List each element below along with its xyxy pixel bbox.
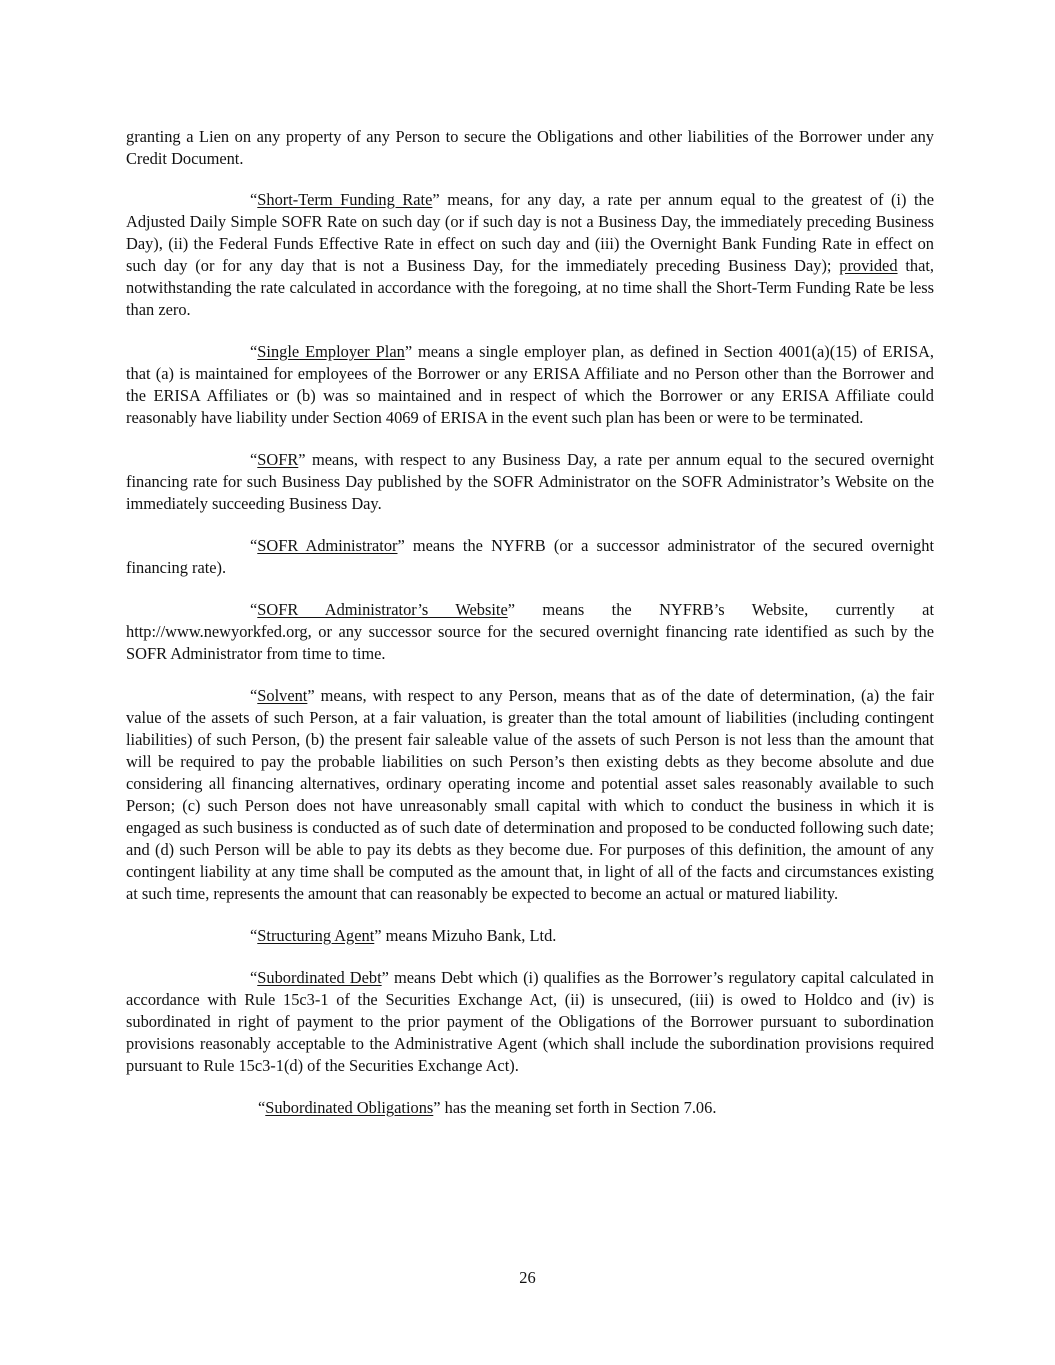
defined-term: Short-Term Funding Rate <box>257 190 433 209</box>
definition-text: ” means a single employer plan, as defined in Section 4001(a)(15) of ERISA, that (a) is maintained for employees of the Borrower or any ERISA Affiliate and no Person other than the Borrower and the ERISA Affiliates or (b) was so maintained and in respect of which the Borrower or any ERISA Affiliate could reasonably have liability under Section 4069 of ERISA in the event such plan has been or were to be terminated. <box>126 342 935 427</box>
definition-sofr-administrator <box>126 535 934 579</box>
definition-text: that, notwithstanding the rate calculated in accordance with the foregoing, at no time shall the Short-Term Funding Rate be less than zero. <box>126 256 935 319</box>
document-body <box>126 126 934 1139</box>
open-quote: “ <box>250 190 258 209</box>
definition-text: ” has the meaning set forth in Section 7.06. <box>433 1098 717 1117</box>
page-number: 26 <box>519 1268 536 1287</box>
definition-subordinated-obligations <box>126 1097 934 1119</box>
definition-text: ” means the NYFRB’s Website, currently at http://www.newyorkfed.org, or any successor source for the secured overnight financing rate identified as such by the SOFR Administrator from time to time. <box>126 600 934 663</box>
paragraph-continued <box>126 126 934 170</box>
definition-structuring-agent <box>126 925 934 947</box>
definition-short-term-funding-rate <box>126 189 934 321</box>
open-quote: “ <box>250 926 258 945</box>
open-quote: “ <box>250 536 258 555</box>
defined-term: SOFR Administrator’s Website <box>257 600 508 619</box>
open-quote: “ <box>250 342 258 361</box>
defined-term: Structuring Agent <box>257 926 375 945</box>
definition-single-employer-plan <box>126 341 934 429</box>
open-quote: “ <box>250 968 258 987</box>
definition-sofr-administrators-website <box>126 599 934 665</box>
defined-term: SOFR Administrator <box>257 536 398 555</box>
defined-term: Subordinated Obligations <box>265 1098 434 1117</box>
definition-text: ” means, for any day, a rate per annum equal to the greatest of (i) the Adjusted Daily Simple SOFR Rate on such day (or if such day is not a Business Day, the immediately preceding Business Day), (ii) the Federal Funds Effective Rate in effect on such day and (iii) the Overnight Bank Funding Rate in effect on such day (or for any day that is not a Business Day, for the immediately preceding Business Day); <box>126 190 934 275</box>
definition-sofr <box>126 449 934 515</box>
open-quote: “ <box>250 600 258 619</box>
definition-text: ” means, with respect to any Business Day, a rate per annum equal to the secured overnight financing rate for such Business Day published by the SOFR Administrator on the SOFR Administrator’s Website on the immediately succeeding Business Day. <box>126 450 934 513</box>
proviso-term: provided <box>839 256 898 275</box>
definition-text: ” means the NYFRB (or a successor administrator of the secured overnight financing rate). <box>126 536 934 577</box>
defined-term: SOFR <box>257 450 299 469</box>
definition-text: ” means Mizuho Bank, Ltd. <box>374 926 557 945</box>
definition-subordinated-debt <box>126 967 934 1077</box>
defined-term: Solvent <box>257 686 308 705</box>
open-quote: “ <box>250 450 258 469</box>
defined-term: Subordinated Debt <box>257 968 382 987</box>
paragraph-text: granting a Lien on any property of any Person to secure the Obligations and other liabilities of the Borrower under any Credit Document. <box>126 127 934 168</box>
defined-term: Single Employer Plan <box>257 342 405 361</box>
definition-text: ” means, with respect to any Person, means that as of the date of determination, (a) the fair value of the assets of such Person, at a fair valuation, is greater than the total amount of liabilities (including contingent liabilities) of such Person, (b) the present fair saleable value of the assets of such Person is not less than the amount that will be required to pay the probable liabilities on such Person’s then existing debts as they become absolute and due considering all financing alternatives, ordinary operating income and potential asset sales reasonably available to such Person; (c) such Person does not have unreasonably small capital with which to conduct the business in which it is engaged as such business is conducted as of such date of determination and proposed to be conducted following such date; and (d) such Person will be able to pay its debts as they become due. For purposes of this definition, the amount of any contingent liability at any time shall be computed as the amount that, in light of all of the facts and circumstances existing at such time, represents the amount that can reasonably be expected to become an actual or matured liability. <box>126 686 934 903</box>
definition-solvent <box>126 685 934 905</box>
definition-text: ” means Debt which (i) qualifies as the Borrower’s regulatory capital calculated in accordance with Rule 15c3-1 of the Securities Exchange Act, (ii) is unsecured, (iii) is owed to Holdco and (iv) is subordinated in right of payment to the prior payment of the Obligations of the Borrower pursuant to subordination provisions reasonably acceptable to the Administrative Agent (which shall include the subordination provisions required pursuant to Rule 15c3-1(d) of the Securities Exchange Act). <box>126 968 934 1075</box>
open-quote: “ <box>258 1098 266 1117</box>
open-quote: “ <box>250 686 258 705</box>
